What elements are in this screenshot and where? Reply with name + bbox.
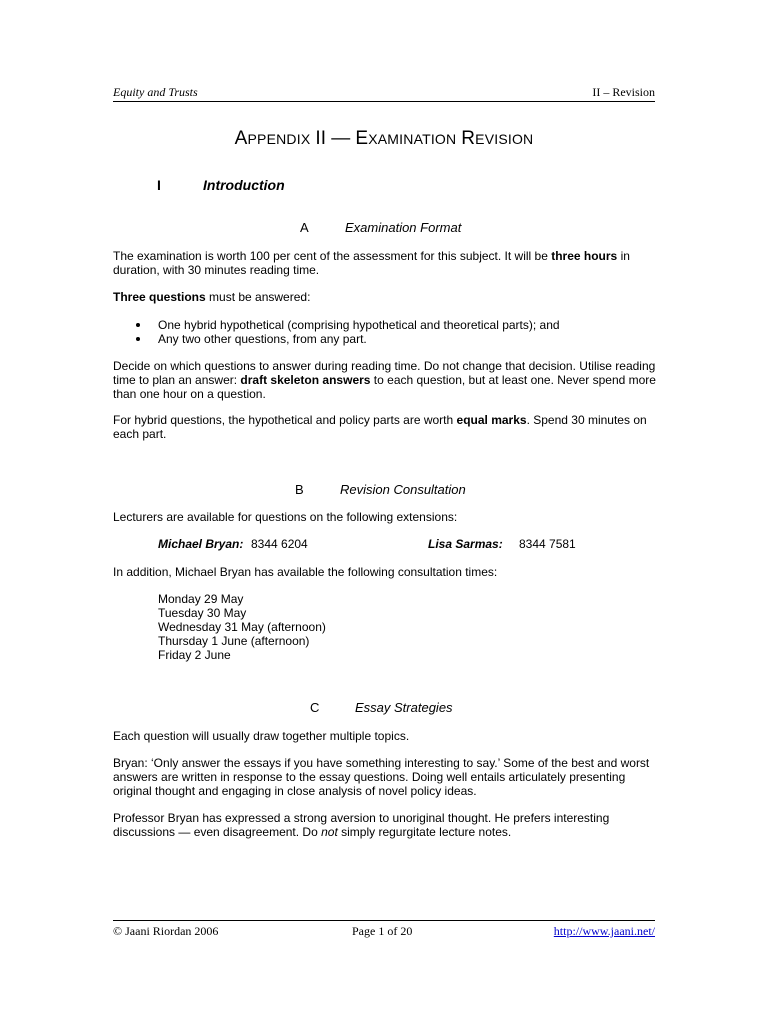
contact-extension: 8344 6204 <box>251 537 308 551</box>
subheading-label: Essay Strategies <box>355 700 453 715</box>
paragraph-original-thought <box>113 811 658 839</box>
bullet-list <box>113 318 658 346</box>
paragraph-lecturers-available: Lecturers are available for questions on the following extensions: <box>113 510 458 524</box>
text-run: For hybrid questions, the hypothetical and policy parts are worth <box>113 413 457 427</box>
title-initial-e: E <box>355 128 369 149</box>
footer-page-number: Page 1 of 20 <box>352 924 413 938</box>
bullet-icon <box>136 323 140 327</box>
bold-three-questions: Three questions <box>113 290 206 304</box>
bullet-icon <box>136 337 140 341</box>
subheading-label: Examination Format <box>345 220 462 235</box>
paragraph-reading-time <box>113 359 658 401</box>
bold-draft-skeleton: draft skeleton answers <box>240 373 371 387</box>
page-footer <box>113 920 655 941</box>
title-dash: — <box>331 128 351 149</box>
title-initial-r: R <box>461 128 476 149</box>
page-title <box>0 128 768 150</box>
text-run: Professor Bryan has expressed a strong aversion to unoriginal thought. He prefers interesting discussions — even disagreement. Do <box>113 811 610 839</box>
text-run: to each question, but at least one. Never spend more than one hour on a question. <box>113 373 656 401</box>
header-section: II – Revision <box>592 85 655 99</box>
paragraph-bryan-quote: Bryan: ‘Only answer the essays if you have something interesting to say.’ Some of the best and worst answers are written in response to the essay questions. Doing well entails articulately presenting original thought and engaging in close analysis of novel policy ideas. <box>113 756 650 798</box>
section-number: I <box>157 177 161 193</box>
section-label: Introduction <box>203 177 285 193</box>
text-run: simply regurgitate lecture notes. <box>337 825 512 839</box>
header-course-title: Equity and Trusts <box>113 85 198 99</box>
contact-name: Michael Bryan: <box>158 537 244 551</box>
subheading-letter: A <box>300 220 309 235</box>
subheading-label: Revision Consultation <box>340 482 466 497</box>
list-item: Thursday 1 June (afternoon) <box>158 634 310 648</box>
bold-three-hours: three hours <box>551 249 618 263</box>
paragraph-three-questions <box>113 290 658 304</box>
title-word-appendix: PPENDIX <box>247 131 311 147</box>
emphasis-not: not <box>321 825 338 839</box>
title-initial-a: A <box>234 128 248 149</box>
footer-website-link[interactable]: http://www.jaani.net/ <box>553 924 655 938</box>
list-item: Wednesday 31 May (afternoon) <box>158 620 326 634</box>
title-roman: II <box>315 128 327 149</box>
text-run: in duration, with 30 minutes reading time. <box>113 249 630 277</box>
subheading-letter: B <box>295 482 304 497</box>
text-run: must be answered: <box>205 290 311 304</box>
subheading-letter: C <box>310 700 320 715</box>
title-word-revision: EVISION <box>475 131 534 147</box>
title-word-examination: XAMINATION <box>368 131 457 147</box>
contact-extension: 8344 7581 <box>519 537 576 551</box>
page-header <box>113 84 655 102</box>
text-run: . Spend 30 minutes on each part. <box>113 413 647 441</box>
text-run: The examination is worth 100 per cent of the assessment for this subject. It will be <box>113 249 552 263</box>
paragraph-hybrid-questions <box>113 413 658 441</box>
list-item: Friday 2 June <box>158 648 231 662</box>
paragraph-multiple-topics: Each question will usually draw together multiple topics. <box>113 729 410 743</box>
list-item-text: Any two other questions, from any part. <box>158 332 367 346</box>
list-item: Tuesday 30 May <box>158 606 247 620</box>
list-item: Monday 29 May <box>158 592 244 606</box>
text-run: Decide on which questions to answer during reading time. Do not change that decision. Utilise reading time to plan an answer: <box>113 359 656 387</box>
list-item-text: One hybrid hypothetical (comprising hypothetical and theoretical parts); and <box>158 318 560 332</box>
bold-equal-marks: equal marks <box>456 413 527 427</box>
paragraph-consultation-times: In addition, Michael Bryan has available the following consultation times: <box>113 565 498 579</box>
paragraph-exam-worth <box>113 249 658 277</box>
consultation-times-list <box>158 592 326 662</box>
list-item <box>113 318 658 332</box>
list-item <box>113 332 658 346</box>
footer-copyright: © Jaani Riordan 2006 <box>113 924 219 938</box>
contact-name: Lisa Sarmas: <box>428 537 503 551</box>
